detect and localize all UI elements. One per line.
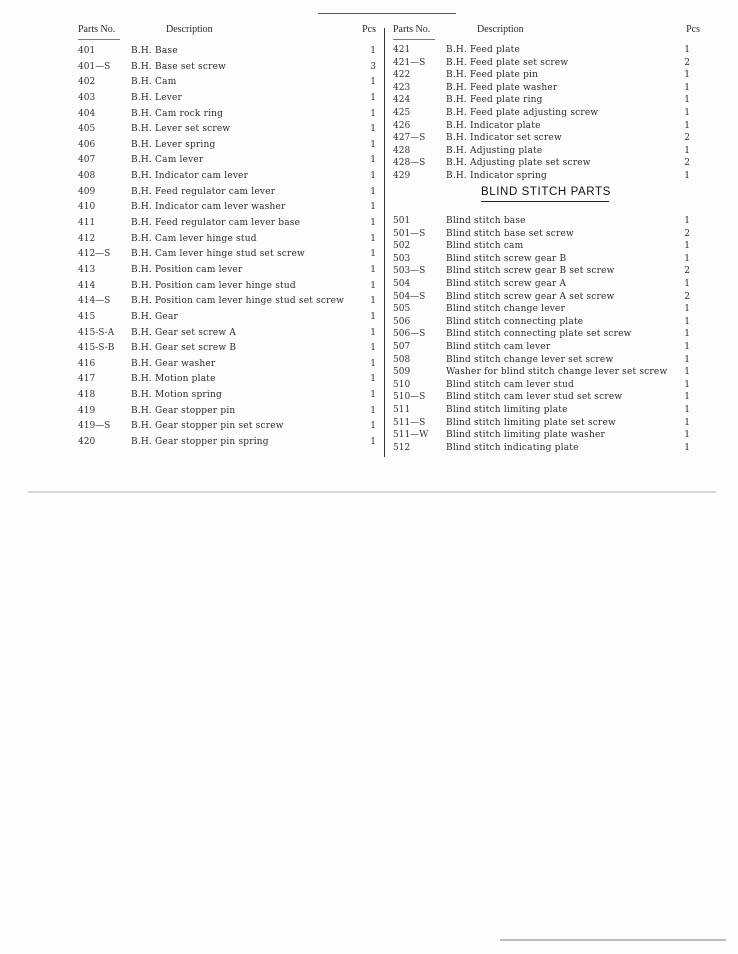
part-quantity: 2 <box>684 158 690 169</box>
part-description: B.H. Position cam lever <box>131 264 243 275</box>
table-row <box>78 45 376 61</box>
part-number: 422 <box>393 70 411 81</box>
part-quantity: 1 <box>370 296 376 307</box>
part-description: B.H. Motion spring <box>131 390 222 401</box>
part-number: 506 <box>393 316 411 327</box>
part-description: B.H. Feed regulator cam lever base <box>131 218 301 229</box>
part-number: 509 <box>393 367 411 378</box>
table-row <box>393 69 690 82</box>
table-row <box>393 44 690 57</box>
part-description: Blind stitch connecting plate <box>446 316 584 327</box>
table-row <box>393 391 690 404</box>
parts-list-left <box>78 45 376 452</box>
part-description: B.H. Adjusting plate set screw <box>446 158 591 169</box>
parts-table-right <box>393 24 700 453</box>
part-quantity: 1 <box>684 107 690 118</box>
header-pcs: Pcs <box>686 24 700 35</box>
part-quantity: 1 <box>370 280 376 291</box>
part-description: B.H. Lever set screw <box>131 124 231 135</box>
part-quantity: 1 <box>684 442 690 453</box>
part-number: 501 <box>393 216 411 226</box>
part-quantity: 1 <box>684 316 690 327</box>
part-quantity: 2 <box>684 133 690 144</box>
part-number: 421 <box>393 45 411 55</box>
table-row <box>393 240 690 253</box>
part-description: B.H. Gear washer <box>131 358 216 369</box>
table-row <box>78 311 376 327</box>
part-quantity: 1 <box>684 120 690 131</box>
table-row <box>78 76 376 92</box>
part-quantity: 1 <box>370 124 376 135</box>
part-description: B.H. Indicator plate <box>446 120 541 131</box>
part-description: B.H. Gear <box>131 311 179 322</box>
parts-list-right-top <box>393 44 690 183</box>
table-row <box>78 139 376 155</box>
part-quantity: 1 <box>370 218 376 229</box>
table-row <box>393 316 690 329</box>
header-parts-no: Parts No. <box>78 24 116 35</box>
table-row <box>393 170 690 183</box>
part-number: 511—W <box>393 430 429 441</box>
bottom-rule <box>28 491 716 493</box>
table-row <box>78 123 376 139</box>
part-description: Blind stitch limiting plate <box>446 404 568 415</box>
table-row <box>393 303 690 316</box>
part-quantity: 1 <box>684 404 690 415</box>
part-quantity: 1 <box>684 341 690 352</box>
table-row <box>393 107 690 120</box>
part-description: Blind stitch base set screw <box>446 228 574 239</box>
part-number: 419—S <box>78 421 111 432</box>
part-number: 414—S <box>78 296 111 307</box>
table-row <box>78 295 376 311</box>
table-row <box>393 57 690 70</box>
part-description: B.H. Cam lever hinge stud <box>131 233 257 244</box>
part-number: 508 <box>393 354 411 365</box>
table-row <box>393 82 690 95</box>
table-row <box>78 405 376 421</box>
part-number: 426 <box>393 120 411 131</box>
table-row <box>393 278 690 291</box>
part-quantity: 1 <box>684 170 690 181</box>
part-number: 507 <box>393 341 411 352</box>
table-row <box>78 154 376 170</box>
part-number: 401 <box>78 46 96 56</box>
part-description: B.H. Gear stopper pin <box>131 405 236 416</box>
parts-list-right-bottom <box>393 215 690 454</box>
part-number: 505 <box>393 304 411 315</box>
part-number: 415 <box>78 311 96 322</box>
part-quantity: 1 <box>684 95 690 106</box>
header-description: Description <box>477 24 524 35</box>
table-row <box>393 94 690 107</box>
corner-rule <box>500 939 726 941</box>
part-number: 425 <box>393 107 411 118</box>
table-row <box>393 132 690 145</box>
part-number: 415-S-B <box>78 343 115 354</box>
part-description: Blind stitch cam <box>446 241 524 252</box>
part-quantity: 1 <box>370 46 376 56</box>
part-description: B.H. Gear stopper pin spring <box>131 437 269 448</box>
part-number: 418 <box>78 390 96 401</box>
part-description: B.H. Feed plate pin <box>446 70 539 81</box>
table-row <box>393 328 690 341</box>
part-number: 501—S <box>393 228 426 239</box>
part-quantity: 1 <box>370 437 376 448</box>
part-description: Blind stitch connecting plate set screw <box>446 329 632 340</box>
part-number: 504 <box>393 278 411 289</box>
part-number: 419 <box>78 405 96 416</box>
part-quantity: 2 <box>684 57 690 68</box>
table-row <box>393 341 690 354</box>
part-quantity: 1 <box>684 216 690 226</box>
table-row <box>78 108 376 124</box>
part-quantity: 2 <box>684 291 690 302</box>
part-number: 428—S <box>393 158 426 169</box>
part-description: Blind stitch cam lever stud set screw <box>446 392 623 403</box>
table-row <box>78 280 376 296</box>
part-quantity: 1 <box>684 278 690 289</box>
part-quantity: 1 <box>370 186 376 197</box>
table-row <box>393 228 690 241</box>
part-number: 412 <box>78 233 96 244</box>
part-quantity: 1 <box>684 392 690 403</box>
part-number: 427—S <box>393 133 426 144</box>
part-quantity: 1 <box>684 379 690 390</box>
part-description: B.H. Cam lever hinge stud set screw <box>131 249 305 260</box>
part-quantity: 1 <box>684 145 690 156</box>
table-row <box>393 354 690 367</box>
table-row <box>393 404 690 417</box>
table-row <box>78 420 376 436</box>
part-description: Blind stitch change lever <box>446 304 566 315</box>
section-title-underline <box>481 201 609 202</box>
part-description: Washer for blind stitch change lever set screw <box>446 367 668 378</box>
part-description: B.H. Feed plate <box>446 45 521 55</box>
part-quantity: 1 <box>684 417 690 428</box>
part-quantity: 1 <box>684 241 690 252</box>
part-number: 420 <box>78 437 96 448</box>
table-row <box>78 92 376 108</box>
part-description: B.H. Indicator set screw <box>446 133 562 144</box>
part-description: B.H. Feed plate ring <box>446 95 543 106</box>
part-number: 417 <box>78 374 96 385</box>
header-pcs: Pcs <box>362 24 376 35</box>
part-quantity: 1 <box>370 343 376 354</box>
part-description: B.H. Feed plate set screw <box>446 57 569 68</box>
table-row <box>78 342 376 358</box>
part-number: 424 <box>393 95 411 106</box>
part-number: 506—S <box>393 329 426 340</box>
table-row <box>393 120 690 133</box>
part-number: 412—S <box>78 249 111 260</box>
part-quantity: 1 <box>370 92 376 103</box>
part-description: B.H. Gear set screw B <box>131 343 237 354</box>
part-quantity: 2 <box>684 266 690 277</box>
table-row <box>78 61 376 77</box>
part-number: 415-S-A <box>78 327 115 338</box>
part-description: B.H. Cam <box>131 77 177 88</box>
table-row <box>393 429 690 442</box>
table-row <box>393 291 690 304</box>
table-row <box>78 389 376 405</box>
table-row <box>393 253 690 266</box>
part-quantity: 1 <box>684 82 690 93</box>
part-description: B.H. Base set screw <box>131 61 227 72</box>
table-row <box>393 215 690 228</box>
part-number: 405 <box>78 124 96 135</box>
table-row <box>78 170 376 186</box>
table-row <box>78 264 376 280</box>
table-row <box>78 233 376 249</box>
part-description: B.H. Indicator spring <box>446 170 547 181</box>
part-quantity: 1 <box>370 249 376 260</box>
part-number: 407 <box>78 155 96 166</box>
part-number: 512 <box>393 442 411 453</box>
table-row <box>78 217 376 233</box>
part-quantity: 1 <box>370 139 376 150</box>
part-number: 413 <box>78 264 96 275</box>
part-description: Blind stitch cam lever stud <box>446 379 574 390</box>
top-rule <box>318 13 456 14</box>
part-quantity: 1 <box>684 70 690 81</box>
part-number: 403 <box>78 92 96 103</box>
part-description: Blind stitch change lever set screw <box>446 354 614 365</box>
part-quantity: 1 <box>370 405 376 416</box>
part-description: B.H. Motion plate <box>131 374 216 385</box>
part-quantity: 1 <box>370 171 376 182</box>
header-underline <box>393 39 435 40</box>
table-row <box>393 265 690 278</box>
part-number: 504—S <box>393 291 426 302</box>
part-number: 503—S <box>393 266 426 277</box>
table-row <box>393 442 690 455</box>
table-row <box>393 366 690 379</box>
part-description: B.H. Cam rock ring <box>131 108 224 119</box>
part-quantity: 1 <box>684 253 690 264</box>
part-description: B.H. Indicator cam lever <box>131 171 249 182</box>
part-quantity: 1 <box>370 374 376 385</box>
part-quantity: 1 <box>684 367 690 378</box>
part-quantity: 1 <box>370 77 376 88</box>
part-description: Blind stitch limiting plate washer <box>446 430 606 441</box>
part-number: 421—S <box>393 57 426 68</box>
table-row <box>78 327 376 343</box>
table-row <box>78 373 376 389</box>
part-quantity: 1 <box>370 358 376 369</box>
part-description: B.H. Base <box>131 46 178 56</box>
table-row <box>78 358 376 374</box>
part-quantity: 1 <box>370 233 376 244</box>
header-underline <box>78 39 120 40</box>
part-number: 410 <box>78 202 96 213</box>
table-row <box>78 248 376 264</box>
part-description: Blind stitch screw gear B <box>446 253 567 264</box>
part-quantity: 1 <box>370 202 376 213</box>
part-number: 414 <box>78 280 96 291</box>
table-row <box>78 186 376 202</box>
part-description: Blind stitch cam lever <box>446 341 551 352</box>
part-description: B.H. Adjusting plate <box>446 145 543 156</box>
part-number: 502 <box>393 241 411 252</box>
part-number: 404 <box>78 108 96 119</box>
part-number: 423 <box>393 82 411 93</box>
part-quantity: 1 <box>684 430 690 441</box>
part-description: B.H. Position cam lever hinge stud set screw <box>131 296 345 307</box>
part-number: 428 <box>393 145 411 156</box>
part-description: B.H. Indicator cam lever washer <box>131 202 286 213</box>
part-description: B.H. Feed plate washer <box>446 82 558 93</box>
part-description: B.H. Feed regulator cam lever <box>131 186 276 197</box>
table-row <box>78 201 376 217</box>
header-description: Description <box>166 24 213 35</box>
table-row <box>393 145 690 158</box>
part-number: 406 <box>78 139 96 150</box>
part-description: Blind stitch limiting plate set screw <box>446 417 616 428</box>
table-row <box>393 417 690 430</box>
part-number: 402 <box>78 77 96 88</box>
part-quantity: 1 <box>370 155 376 166</box>
table-header <box>393 24 700 39</box>
table-row <box>78 436 376 452</box>
header-parts-no: Parts No. <box>393 24 431 35</box>
part-quantity: 1 <box>370 311 376 322</box>
part-number: 409 <box>78 186 96 197</box>
part-description: B.H. Gear stopper pin set screw <box>131 421 284 432</box>
part-quantity: 1 <box>370 327 376 338</box>
part-number: 511—S <box>393 417 426 428</box>
part-quantity: 1 <box>370 108 376 119</box>
part-number: 408 <box>78 171 96 182</box>
part-number: 510 <box>393 379 411 390</box>
part-number: 511 <box>393 404 411 415</box>
part-description: Blind stitch indicating plate <box>446 442 579 453</box>
part-number: 503 <box>393 253 411 264</box>
part-description: B.H. Gear set screw A <box>131 327 237 338</box>
part-quantity: 1 <box>684 354 690 365</box>
part-number: 510—S <box>393 392 426 403</box>
part-number: 401—S <box>78 61 111 72</box>
part-quantity: 2 <box>684 228 690 239</box>
part-description: B.H. Position cam lever hinge stud <box>131 280 296 291</box>
part-description: B.H. Lever spring <box>131 139 216 150</box>
section-title: BLIND STITCH PARTS <box>481 186 611 198</box>
part-quantity: 3 <box>370 61 376 72</box>
parts-table-left <box>78 24 376 452</box>
part-quantity: 1 <box>370 421 376 432</box>
part-description: Blind stitch screw gear A <box>446 278 567 289</box>
table-header <box>78 24 376 39</box>
table-row <box>393 379 690 392</box>
part-number: 416 <box>78 358 96 369</box>
part-description: Blind stitch screw gear A set screw <box>446 291 615 302</box>
part-description: B.H. Feed plate adjusting screw <box>446 107 599 118</box>
part-number: 411 <box>78 218 96 229</box>
part-quantity: 1 <box>684 45 690 55</box>
part-description: Blind stitch base <box>446 216 526 226</box>
table-row <box>393 157 690 170</box>
part-quantity: 1 <box>684 329 690 340</box>
part-quantity: 1 <box>370 390 376 401</box>
part-description: B.H. Cam lever <box>131 155 204 166</box>
part-quantity: 1 <box>370 264 376 275</box>
part-description: B.H. Lever <box>131 92 183 103</box>
column-divider <box>384 28 385 457</box>
part-description: Blind stitch screw gear B set screw <box>446 266 615 277</box>
part-number: 429 <box>393 170 411 181</box>
part-quantity: 1 <box>684 304 690 315</box>
